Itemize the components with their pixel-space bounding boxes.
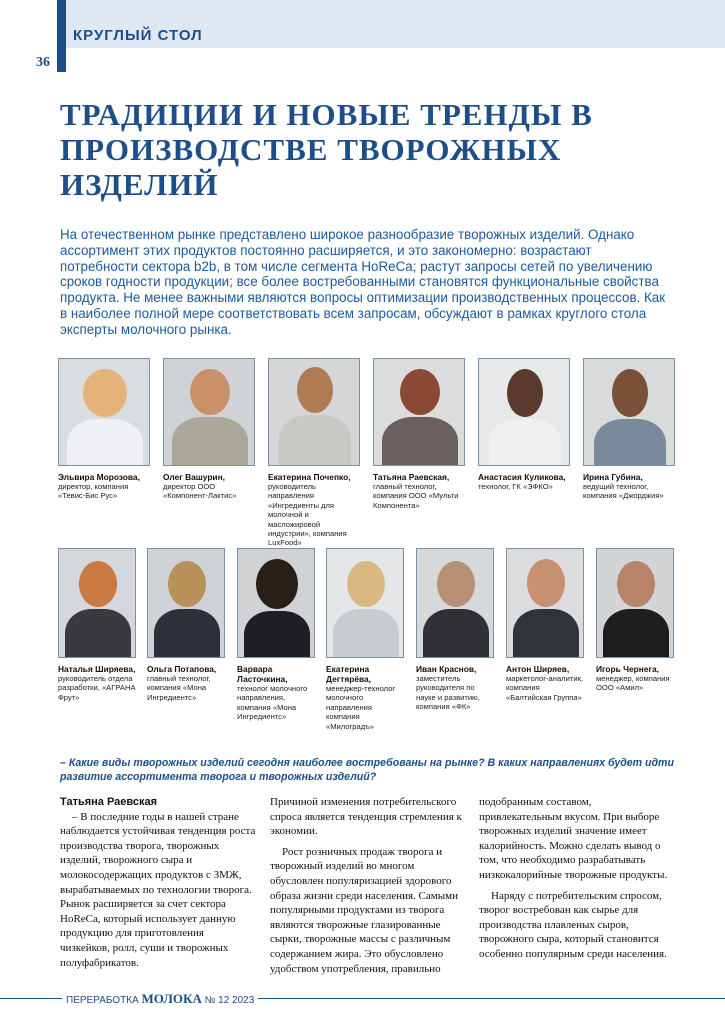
portrait-photo <box>373 358 465 466</box>
participant-role: главный технолог, компания «Мона Ингредиентс» <box>147 674 211 702</box>
text-column-2 <box>270 795 466 976</box>
portrait-photo <box>237 548 315 658</box>
participant-name: Олег Вашурин, <box>163 472 225 482</box>
portrait-photo <box>478 358 570 466</box>
participant-role: директор, компания «Тевис-Бис Рус» <box>58 482 129 501</box>
article-title: ТРАДИЦИИ И НОВЫЕ ТРЕНДЫ В ПРОИЗВОДСТВЕ ТВОРОЖНЫХ ИЗДЕЛИЙ <box>60 97 593 202</box>
portrait-photo <box>416 548 494 658</box>
participant-name: Екатерина Дегтярёва, <box>326 664 371 684</box>
footer-brand: МОЛОКА <box>141 991 202 1006</box>
participant <box>237 548 315 722</box>
participant-role: руководитель отдела разработки, «АГРАНА Фрут» <box>58 674 136 702</box>
participant-name: Игорь Чернега, <box>596 664 659 674</box>
participant-name: Наталья Ширяева, <box>58 664 136 674</box>
participant <box>268 358 360 548</box>
participant-role: менеджер-технолог молочного направления компания «Милоградъ» <box>326 684 396 731</box>
participant-role: ведущий технолог, компания «Джорджия» <box>583 482 664 501</box>
participant-name: Татьяна Раевская, <box>373 472 450 482</box>
participant-role: руководитель направления «Ингредиенты для молочной и масложировой индустрии», компания LuxFood» <box>268 482 347 548</box>
speaker-name: Татьяна Раевская <box>60 796 158 808</box>
participant <box>583 358 675 501</box>
participant <box>596 548 674 693</box>
portrait-photo <box>58 548 136 658</box>
participant-name: Екатерина Почепко, <box>268 472 351 482</box>
footer-prefix: ПЕРЕРАБОТКА <box>66 995 139 1006</box>
paragraph: Рост розничных продаж творога и творожный изделий во многом обусловлен популяризацией здорового образа жизни среди населения. Самыми популярными продуктами из творога являются творожные глазированные сырки, творожные массы с различным содержанием жира. Это обусловлено удобством употребления, правильно <box>270 845 458 975</box>
portrait-photo <box>596 548 674 658</box>
participant-name: Ирина Губина, <box>583 472 643 482</box>
participant-name: Варвара Ласточкина, <box>237 664 288 684</box>
footer <box>62 991 258 1007</box>
participant <box>373 358 465 510</box>
text-column-1 <box>60 795 256 970</box>
participant <box>506 548 584 702</box>
portrait-photo <box>583 358 675 466</box>
article-lead: На отечественном рынке представлено широкое разнообразие творожных изделий. Однако ассортимент этих продуктов постоянно расширяется, и это закономерно: возрастают потребности сектора b2b, в том числе сегмента HoReCa; растут запросы сетей по увеличению сроков годности продукции; все более востребованными становятся функциональные свойства продукта. Не менее важными являются вопросы оптимизации производственных процессов. Как в наиболее полной мере соответствовать всем запросам, обсуждают в рамках круглого стола эксперты молочного рынка. <box>60 227 666 337</box>
paragraph: Наряду с потребительским спросом, творог востребован как сырье для производства плавленых сыров, творожного сыра, который становится особенно популярным среди населения. <box>479 889 667 960</box>
participant <box>163 358 255 501</box>
participant-name: Антон Ширяев, <box>506 664 570 674</box>
participant-name: Иван Краснов, <box>416 664 477 674</box>
participant-role: менеджер, компания ООО «Амил» <box>596 674 670 693</box>
participant <box>478 358 570 491</box>
participant <box>416 548 494 712</box>
participant-role: технолог молочного направления, компания «Мона Ингредиентс» <box>237 684 308 722</box>
footer-issue: № 12 2023 <box>204 995 255 1006</box>
participant-role: маркетолог-аналитик, компания «Балтийская Группа» <box>506 674 583 702</box>
portrait-photo <box>58 358 150 466</box>
header-accent-bar <box>57 0 66 72</box>
section-title: КРУГЛЫЙ СТОЛ <box>73 27 203 44</box>
participant <box>147 548 225 702</box>
participant <box>58 358 150 501</box>
participant-role: технолог, ГК «ЭФКО» <box>478 482 553 491</box>
participant-role: главный технолог, компания ООО «Мульти Компонента» <box>373 482 459 510</box>
paragraph: подобранным составом, привлекательным вкусом. При выборе творожных изделий значение имеет калорийность. Можно сделать вывод о том, что необходимо разрабатывать низкокалорийные творожные продукты. <box>479 796 668 881</box>
paragraph: Причиной изменения потребительского спроса является тенденция стремления к экономии. <box>270 796 462 838</box>
portrait-photo <box>268 358 360 466</box>
portrait-photo <box>163 358 255 466</box>
participant <box>326 548 404 731</box>
participant-name: Анастасия Куликова, <box>478 472 566 482</box>
participant-role: директор ООО «Компонент-Лактис» <box>163 482 237 501</box>
portrait-photo <box>326 548 404 658</box>
text-column-3 <box>479 795 675 962</box>
paragraph: – В последние годы в нашей стране наблюдается устойчивая тенденция роста производства творога, творожных изделий, творожного сыра и молокосодержащих продуктов с ЗМЖ, вырабатываемых по технологии творога. Рынок расширяется за счет сектора HoReCa, который использует данную продукцию для приготовления чизкейков, ролл, суши и творожных полуфабрикатов. <box>60 810 256 969</box>
participant-role: заместитель руководителя по науке и развитию, компания «ФК» <box>416 674 480 712</box>
participant <box>58 548 136 702</box>
interview-question: – Какие виды творожных изделий сегодня наиболее востребованы на рынке? В каких направлениях будет идти развитие ассортимента творога и творожных изделий? <box>60 757 674 783</box>
portrait-photo <box>147 548 225 658</box>
page-number: 36 <box>36 55 50 70</box>
participant-name: Ольга Потапова, <box>147 664 217 674</box>
participant-name: Эльвира Морозова, <box>58 472 140 482</box>
portrait-photo <box>506 548 584 658</box>
